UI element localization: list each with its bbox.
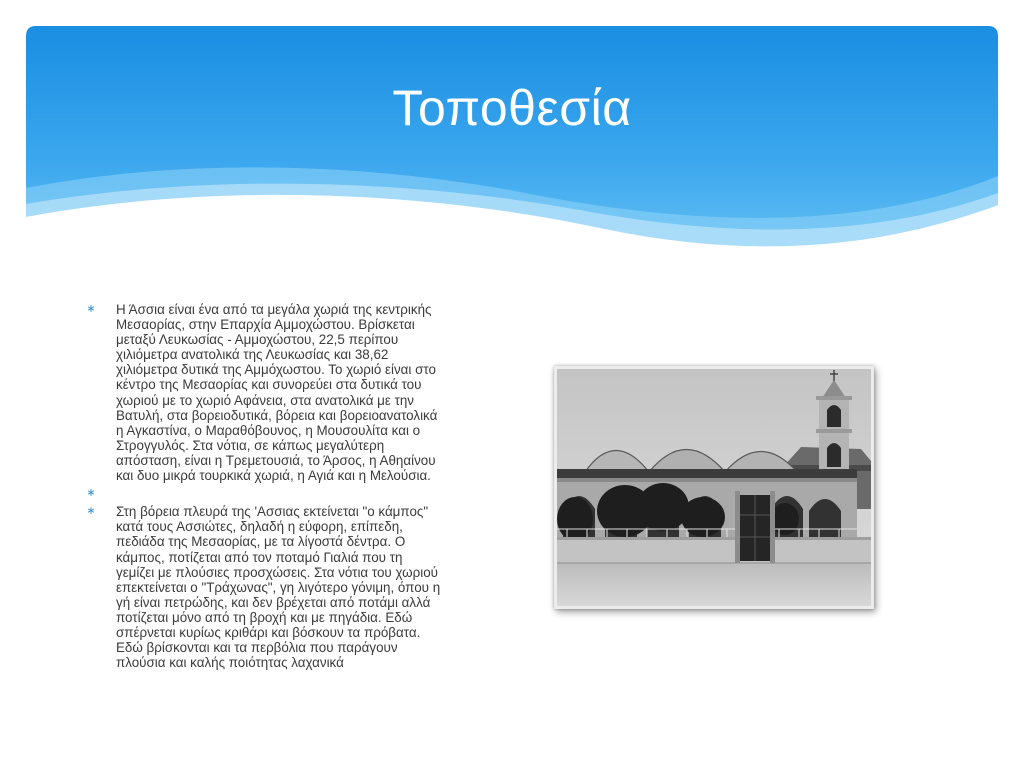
- bullet-line: μεταξύ Λευκωσίας - Αμμοχώστου, 22,5 περίπου: [116, 332, 399, 348]
- bullet-line: Στρογγυλός. Στα νότια, σε κάπως μεγαλύτερη: [116, 437, 385, 453]
- bullet-line: γή είναι πετρώδης, και δεν βρέχεται από ποτάμι αλλά: [116, 594, 431, 610]
- bullet-line: χωριού με το χωριό Αφάνεια, στα ανατολικά με την: [116, 392, 414, 408]
- bullet-marker: ∗: [86, 303, 96, 315]
- bullet-line: πεδιάδα της Μεσαορίας, με τα λίγοστά δέντρα. Ο: [116, 534, 406, 550]
- bullet-line: Στη βόρεια πλευρά της 'Ασσιας εκτείνεται "ο κάμπος": [116, 504, 429, 520]
- photo-low-wall: [557, 537, 871, 563]
- bullet-line: απόσταση, είναι η Τρεμετουσιά, το Άρσος, η Αθηαίνου: [116, 452, 436, 468]
- bullet-item: [84, 504, 544, 670]
- bullet-item-empty: [84, 486, 544, 501]
- bullet-line: επεκτείνεται ο "Τράχωνας", γη λιγότερο γόνιμη, όπου η: [116, 579, 441, 595]
- bullet-line: χιλιόμετρα δυτικά της Αμμόχωστου. Το χωριό είναι στο: [116, 362, 436, 378]
- bullet-line: ποτίζεται μόνο από τη βροχή και με πηγάδια. Εδώ: [116, 609, 413, 625]
- bullet-line-empty: [116, 486, 544, 501]
- bullet-line: κατά τους Ασσιώτες, δηλαδή η εύφορη, επίπεδη,: [116, 519, 403, 535]
- bullet-line: σπέρνεται κυρίως κριθάρι και βόσκουν τα πρόβατα.: [116, 624, 421, 640]
- bullet-line: Βατυλή, στα βορειοδυτικά, βόρεια και βορειοανατολικά: [116, 407, 438, 423]
- slide-title: Τοποθεσία: [392, 80, 632, 136]
- bullet-line: η Αγκαστίνα, ο Μαραθόβουνος, η Μουσουλίτα και ο: [116, 422, 421, 438]
- bullet-line: γεμίζει με πλούσιες προσχώσεις. Στα νότια του χωριού: [116, 564, 438, 580]
- bullet-line: πλούσια και καλής ποιότητας λαχανικά: [116, 655, 344, 671]
- bullet-marker: ∗: [86, 505, 96, 518]
- header-banner: [0, 0, 1024, 280]
- bullet-line: χιλιόμετρα ανατολικά της Λευκωσίας και 38,62: [116, 347, 389, 363]
- photo-eave: [557, 469, 857, 479]
- bullet-line: Η Άσσια είναι ένα από τα μεγάλα χωριά της κεντρικής: [116, 302, 432, 317]
- bullet-line: και δυο μικρά τουρκικά χωριά, η Αγιά και η Μελούσια.: [116, 468, 431, 484]
- bullet-line: Εδώ βρίσκονται και τα περβόλια που παράγουν: [116, 640, 398, 656]
- photo-gate: [735, 491, 775, 563]
- bullet-item: [84, 302, 544, 483]
- photo-roof-vaults: [585, 450, 797, 473]
- church-photo-image: [557, 369, 871, 606]
- bullet-line: κέντρο της Μεσαορίας και συνορεύει στα δυτικά του: [116, 377, 422, 393]
- church-photo: [554, 366, 874, 609]
- bullet-marker: ∗: [86, 487, 96, 500]
- bullet-list: [84, 302, 544, 670]
- bullet-line: κάμπος, ποτίζεται από τον ποταμό Γιαλιά που τη: [116, 549, 403, 565]
- bullet-line: Μεσαορίας, στην Επαρχία Αμμοχώστου. Βρίσκεται: [116, 317, 415, 333]
- photo-ground: [557, 563, 871, 606]
